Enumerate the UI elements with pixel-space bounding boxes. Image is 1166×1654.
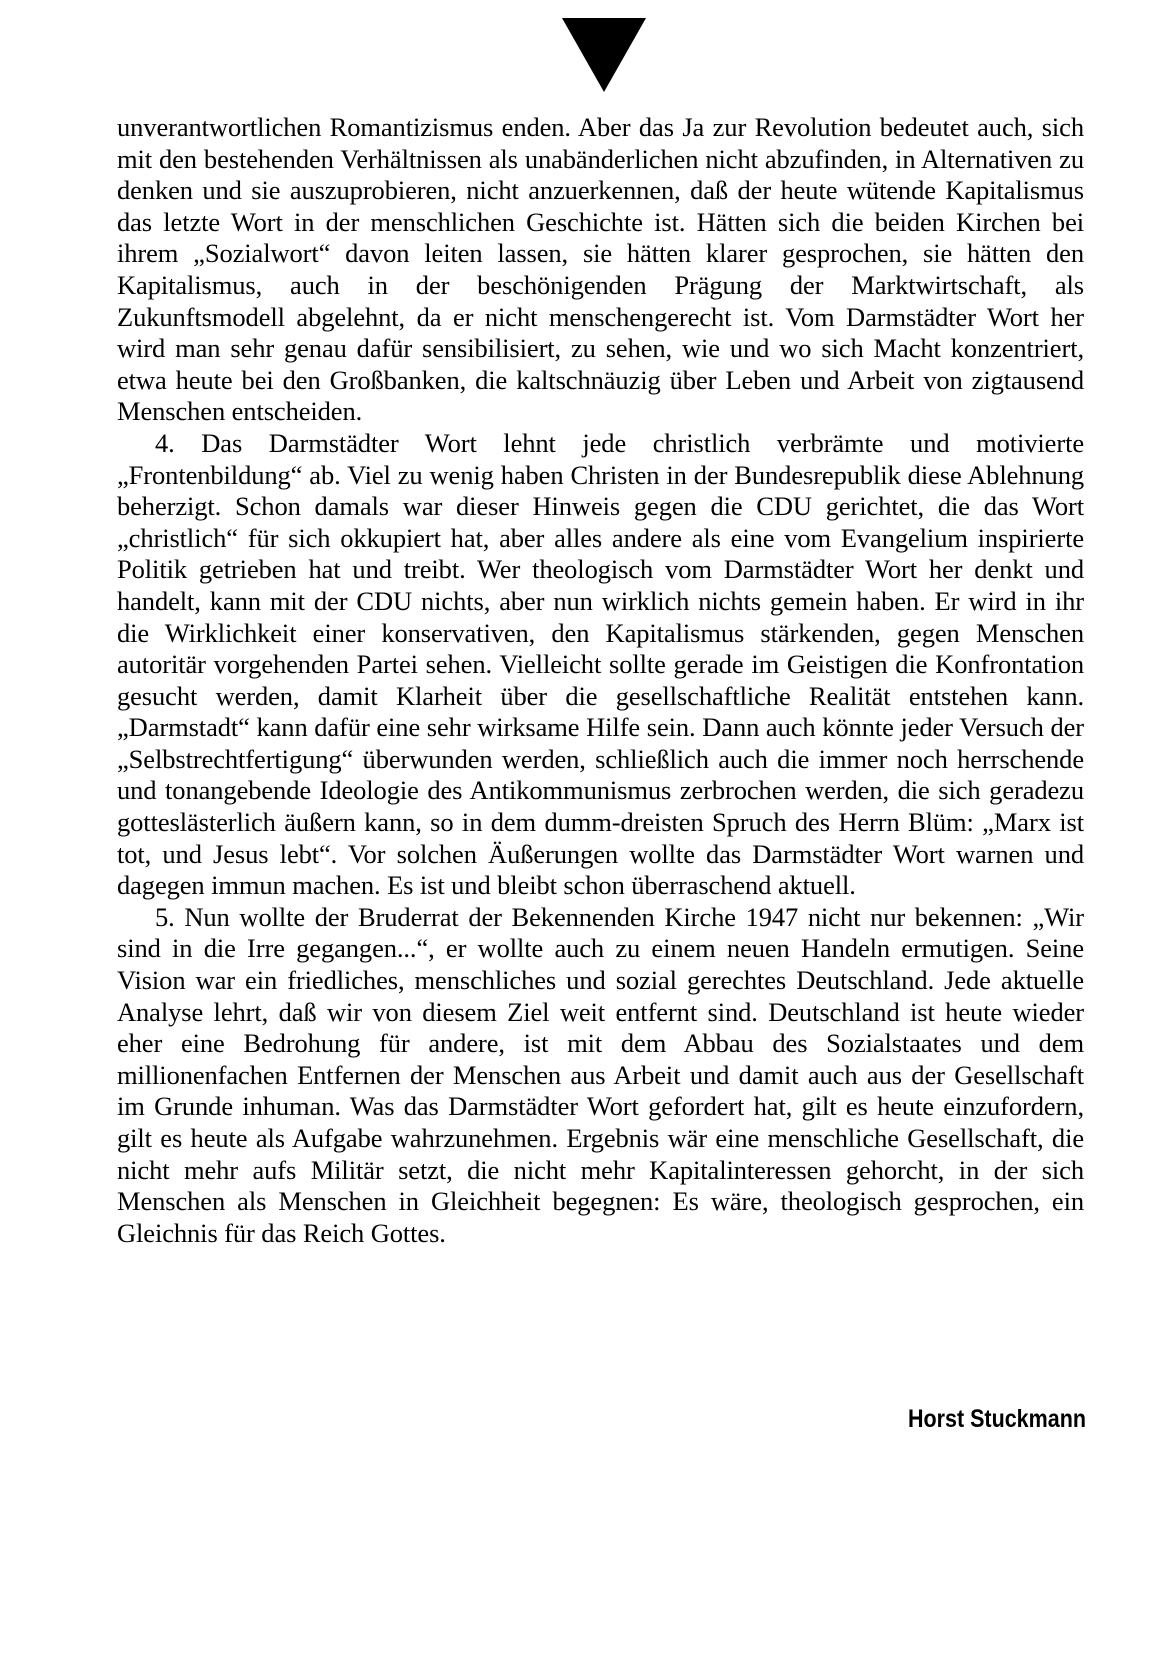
paragraph-continuation: unverantwortlichen Romantizismus enden. Aber das Ja zur Revolution bedeutet auch, sich mit den bestehenden Verhältnissen als unabänderlichen nicht abzufinden, in Alternativen zu denken und sie auszuprobieren, nicht anzuerkennen, daß der heute wütende Kapitalismus das letzte Wort in der menschlichen Geschichte ist. Hätten sich die beiden Kirchen bei ihrem „Sozialwort“ davon leiten lassen, sie hätten klarer gesprochen, sie hätten den Kapitalismus, auch in der beschönigenden Prägung der Marktwirtschaft, als Zukunftsmodell abgelehnt, da er nicht menschengerecht ist. Vom Darmstädter Wort her wird man sehr genau dafür sensibilisiert, zu sehen, wie und wo sich Macht konzentriert, etwa heute bei den Großbanken, die kaltschnäuzig über Leben und Arbeit von zigtausend Menschen entscheiden.	[117, 112, 1084, 427]
article-body	[117, 112, 1084, 1249]
triangle-marker-icon	[562, 18, 646, 92]
paragraph-point-4: 4. Das Darmstädter Wort lehnt jede christlich verbrämte und motivierte „Frontenbildung“ ab. Viel zu wenig haben Christen in der Bundesrepublik diese Ablehnung beherzigt. Schon damals war dieser Hinweis gegen die CDU gerichtet, die das Wort „christlich“ für sich okkupiert hat, aber alles andere als eine vom Evangelium inspirierte Politik getrieben hat und treibt. Wer theologisch vom Darmstädter Wort her denkt und handelt, kann mit der CDU nichts, aber nun wirklich nichts gemein haben. Er wird in ihr die Wirklichkeit einer konservativen, den Kapitalismus stärkenden, gegen Menschen autoritär vorgehenden Partei sehen. Vielleicht sollte gerade im Geistigen die Konfrontation gesucht werden, damit Klarheit über die gesellschaftliche Realität entstehen kann. „Darmstadt“ kann dafür eine sehr wirksame Hilfe sein. Dann auch könnte jeder Versuch der „Selbstrechtfertigung“ überwunden werden, schließlich auch die immer noch herrschende und tonangebende Ideologie des Antikommunismus zerbrochen werden, die sich geradezu gotteslästerlich äußern kann, so in dem dumm-dreisten Spruch des Herrn Blüm: „Marx ist tot, und Jesus lebt“. Vor solchen Äußerungen wollte das Darmstädter Wort warnen und dagegen immun machen. Es ist und bleibt schon überraschend aktuell.	[117, 427, 1084, 901]
author-signature: Horst Stuckmann	[907, 1405, 1086, 1433]
paragraph-point-5: 5. Nun wollte der Bruderrat der Bekennenden Kirche 1947 nicht nur bekennen: „Wir sind in die Irre gegangen...“, er wollte auch zu einem neuen Handeln ermutigen. Seine Vision war ein friedliches, menschliches und sozial gerechtes Deutschland. Jede aktuelle Analyse lehrt, daß wir von diesem Ziel weit entfernt sind. Deutschland ist heute wieder eher eine Bedrohung für andere, ist mit dem Abbau des Sozialstaates und dem millionenfachen Entfernen der Menschen aus Arbeit und damit auch aus der Gesellschaft im Grunde inhuman. Was das Darmstädter Wort gefordert hat, gilt es heute einzufordern, gilt es heute als Aufgabe wahrzunehmen. Ergebnis wär eine menschliche Gesellschaft, die nicht mehr aufs Militär setzt, die nicht mehr Kapitalinteressen gehorcht, in der sich Menschen als Menschen in Gleichheit begegnen: Es wäre, theologisch gesprochen, ein Gleichnis für das Reich Gottes.	[117, 901, 1084, 1248]
